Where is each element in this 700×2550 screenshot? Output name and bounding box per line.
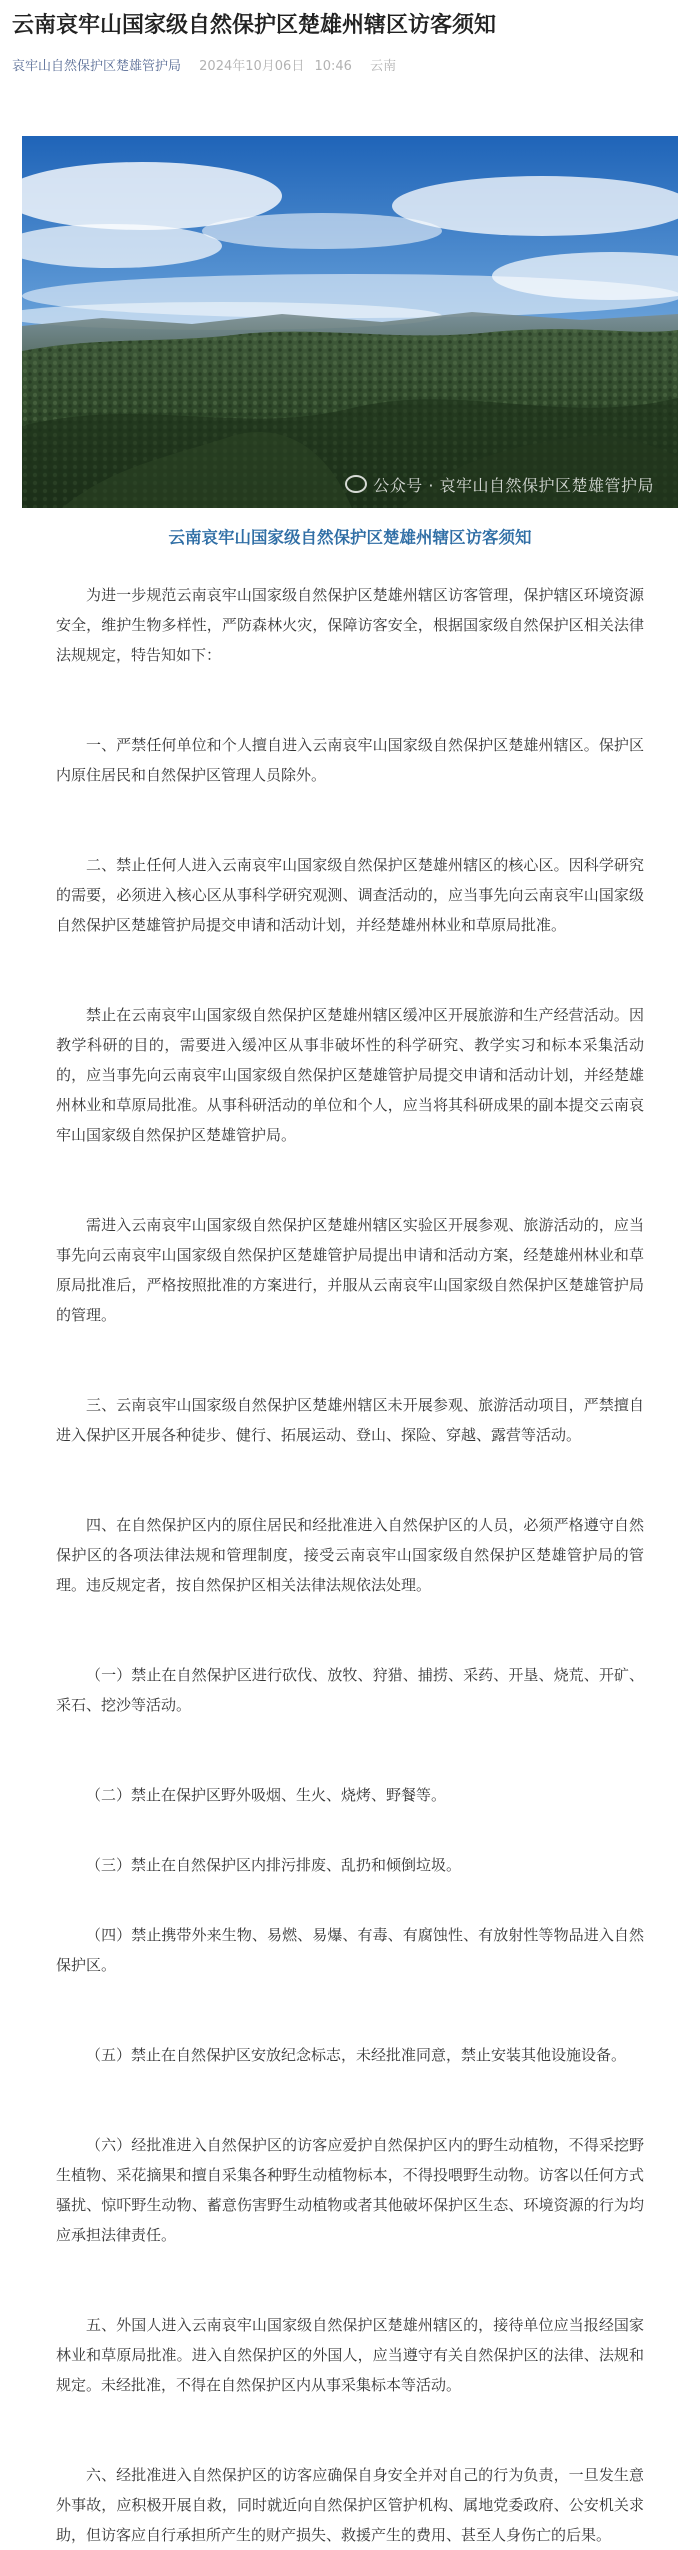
publish-date: 2024年10月06日 xyxy=(199,59,305,74)
article-body xyxy=(0,550,700,2550)
article-meta xyxy=(12,58,688,76)
notice-heading: 云南哀牢山国家级自然保护区楚雄州辖区访客须知 xyxy=(168,528,532,547)
clause-4-item-6: （六）经批准进入自然保护区的访客应爱护自然保护区内的野生动植物，不得采挖野生植物、采花摘果和擅自采集各种野生动植物标本，不得投喂野生动物。访客以任何方式骚扰、惊吓野生动物、蓄意伤害野生动植物或者其他破坏保护区生态、环境资源的行为均应承担法律责任。 xyxy=(56,2136,644,2244)
article-title: 云南哀牢山国家级自然保护区楚雄州辖区访客须知 xyxy=(12,13,497,38)
account-name-link[interactable]: 哀牢山自然保护区楚雄管护局 xyxy=(12,59,182,74)
clause-4: 四、在自然保护区内的原住居民和经批准进入自然保护区的人员，必须严格遵守自然保护区的各项法律法规和管理制度，接受云南哀牢山国家级自然保护区楚雄管护局的管理。违反规定者，按自然保护区相关法律法规依法处理。 xyxy=(56,1516,644,1594)
intro-paragraph: 为进一步规范云南哀牢山国家级自然保护区楚雄州辖区访客管理，保护辖区环境资源安全，维护生物多样性，严防森林火灾，保障访客安全，根据国家级自然保护区相关法律法规规定，特告知如下： xyxy=(56,586,644,664)
clause-4-item-3: （三）禁止在自然保护区内排污排废、乱扔和倾倒垃圾。 xyxy=(86,1856,462,1874)
watermark-text: 公众号 · 哀牢山自然保护区楚雄管护局 xyxy=(373,476,654,495)
clause-2: 二、禁止任何人进入云南哀牢山国家级自然保护区楚雄州辖区的核心区。因科学研究的需要，必须进入核心区从事科学研究观测、调查活动的，应当事先向云南哀牢山国家级自然保护区楚雄管护局提交申请和活动计划，并经楚雄州林业和草原局批准。 xyxy=(56,856,644,934)
banner-image[interactable] xyxy=(22,136,678,508)
mountain-landscape-icon xyxy=(22,136,678,508)
clause-3: 三、云南哀牢山国家级自然保护区楚雄州辖区未开展参观、旅游活动项目，严禁擅自进入保护区开展各种徒步、健行、拓展运动、登山、探险、穿越、露营等活动。 xyxy=(56,1396,644,1444)
clause-5: 五、外国人进入云南哀牢山国家级自然保护区楚雄州辖区的，接待单位应当报经国家林业和草原局批准。进入自然保护区的外国人，应当遵守有关自然保护区的法律、法规和规定。未经批准，不得在自然保护区内从事采集标本等活动。 xyxy=(56,2316,644,2394)
clause-4-item-2: （二）禁止在保护区野外吸烟、生火、烧烤、野餐等。 xyxy=(86,1786,447,1804)
image-watermark xyxy=(345,473,654,496)
wechat-icon xyxy=(345,475,367,493)
clause-6: 六、经批准进入自然保护区的访客应确保自身安全并对自己的行为负责，一旦发生意外事故，应积极开展自救，同时就近向自然保护区管护机构、属地党委政府、公安机关求助，但访客应自行承担所产生的财产损失、救援产生的费用、甚至人身伤亡的后果。 xyxy=(56,2466,644,2544)
clause-4-item-4: （四）禁止携带外来生物、易燃、易爆、有毒、有腐蚀性、有放射性等物品进入自然保护区。 xyxy=(56,1926,644,1974)
clause-2-buffer: 禁止在云南哀牢山国家级自然保护区楚雄州辖区缓冲区开展旅游和生产经营活动。因教学科研的目的，需要进入缓冲区从事非破坏性的科学研究、教学实习和标本采集活动的，应当事先向云南哀牢山国家级自然保护区楚雄管护局提交申请和活动计划，并经楚雄州林业和草原局批准。从事科研活动的单位和个人，应当将其科研成果的副本提交云南哀牢山国家级自然保护区楚雄管护局。 xyxy=(56,1006,644,1144)
publish-location: 云南 xyxy=(370,59,397,74)
article-content xyxy=(0,76,700,2550)
publish-time: 10:46 xyxy=(314,59,352,74)
clause-1: 一、严禁任何单位和个人擅自进入云南哀牢山国家级自然保护区楚雄州辖区。保护区内原住居民和自然保护区管理人员除外。 xyxy=(56,736,644,784)
clause-4-item-1: （一）禁止在自然保护区进行砍伐、放牧、狩猎、捕捞、采药、开垦、烧荒、开矿、采石、挖沙等活动。 xyxy=(56,1666,644,1714)
article-header xyxy=(0,0,700,76)
clause-2-experimental: 需进入云南哀牢山国家级自然保护区楚雄州辖区实验区开展参观、旅游活动的，应当事先向云南哀牢山国家级自然保护区楚雄管护局提出申请和活动方案，经楚雄州林业和草原局批准后，严格按照批准的方案进行，并服从云南哀牢山国家级自然保护区楚雄管护局的管理。 xyxy=(56,1216,644,1324)
clause-4-item-5: （五）禁止在自然保护区安放纪念标志，未经批准同意，禁止安装其他设施设备。 xyxy=(86,2046,627,2064)
